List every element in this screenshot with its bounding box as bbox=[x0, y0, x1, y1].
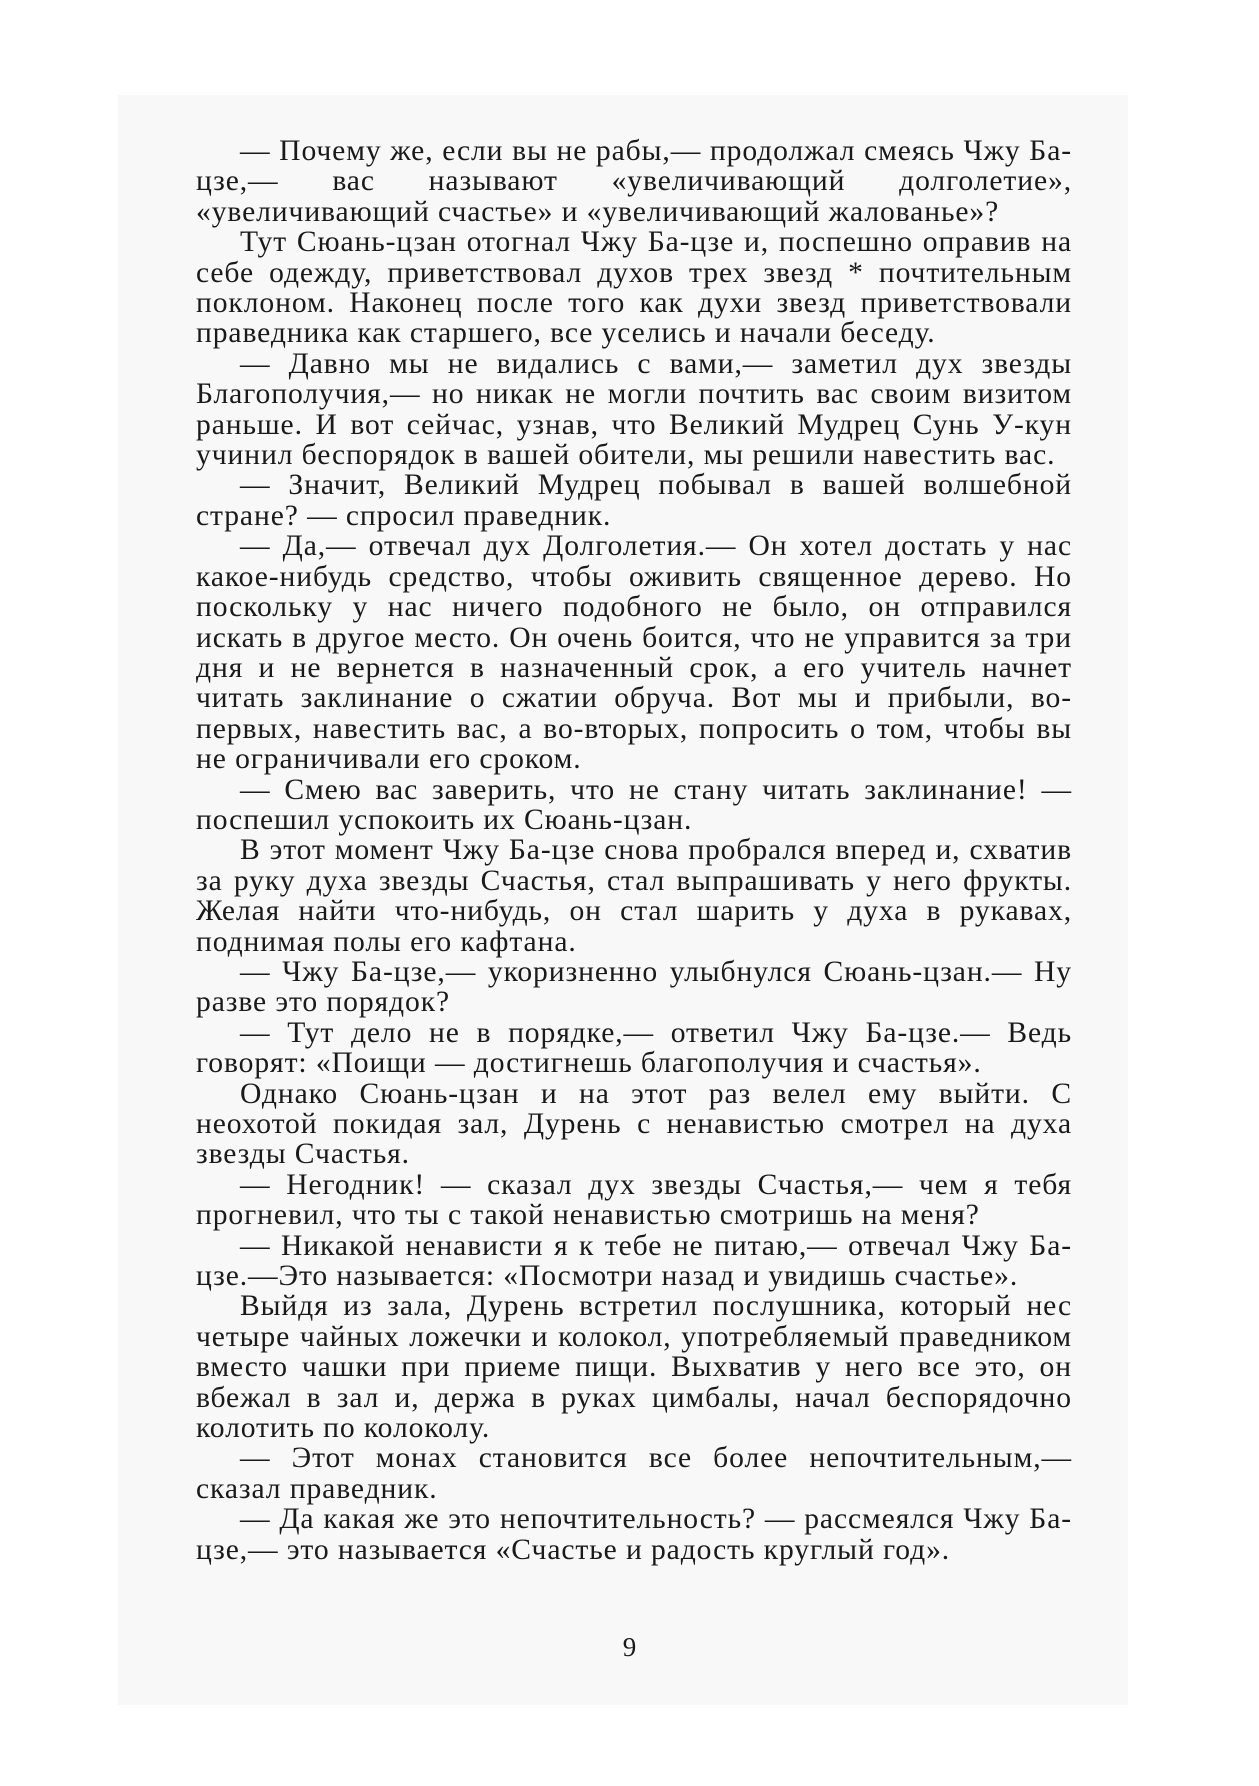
paragraph: — Значит, Великий Мудрец побывал в вашей волшебной стране? — спросил праведник. bbox=[196, 469, 1072, 532]
body-text bbox=[196, 136, 1072, 1565]
paragraph: Выйдя из зала, Дурень встретил послушника, который нес четыре чайных ложечки и колокол, употребляемый праведником вместо чашки при приеме пищи. Выхватив у него все это, он вбежал в зал и, держа в руках цимбалы, начал беспорядочно колотить по колоколу. bbox=[196, 1290, 1072, 1445]
paragraph: — Давно мы не видались с вами,— заметил дух звезды Благополучия,— но никак не могли почтить вас своим визитом раньше. И вот сейчас, узнав, что Великий Мудрец Сунь У-кун учинил беспорядок в вашей обители, мы решили навестить вас. bbox=[196, 347, 1072, 472]
paragraph: В этот момент Чжу Ба-цзе снова пробрался вперед и, схватив за руку духа звезды Счастья, стал выпрашивать у него фрукты. Желая найти что-нибудь, он стал шарить у духа в рукавах, поднимая полы его кафтана. bbox=[196, 834, 1072, 958]
paragraph: — Да какая же это непочтительность? — рассмеялся Чжу Ба-цзе,— это называется «Счастье и радость круглый год». bbox=[196, 1503, 1072, 1566]
paragraph: — Да,— отвечал дух Долголетия.— Он хотел достать у нас какое-нибудь средство, чтобы оживить священное дерево. Но поскольку у нас ничего подобного не было, он отправился искать в другое место. Он очень боится, что не управится за три дня и не вернется в назначенный срок, а его учитель начнет читать заклинание о сжатии обруча. Вот мы и прибыли, во-первых, навестить вас, а во-вторых, попросить о том, чтобы вы не ограничивали его сроком. bbox=[196, 530, 1072, 776]
paragraph: — Этот монах становится все более непочтительным,— сказал праведник. bbox=[196, 1442, 1072, 1505]
paragraph: — Тут дело не в порядке,— ответил Чжу Ба-цзе.— Ведь говорят: «Поищи — достигнешь благополучия и счастья». bbox=[196, 1016, 1072, 1080]
paragraph: — Смею вас заверить, что не стану читать заклинание! — поспешил успокоить их Сюань-цзан. bbox=[196, 773, 1072, 836]
paragraph: — Чжу Ба-цзе,— укоризненно улыбнулся Сюань-цзан.— Ну разве это порядок? bbox=[196, 955, 1072, 1019]
paragraph: — Никакой ненависти я к тебе не питаю,— отвечал Чжу Ба-цзе.—Это называется: «Посмотри назад и увидишь счастье». bbox=[196, 1229, 1072, 1293]
page-number: 9 bbox=[622, 1632, 637, 1662]
paragraph: Однако Сюань-цзан и на этот раз велел ему выйти. С неохотой покидая зал, Дурень с ненавистью смотрел на духа звезды Счастья. bbox=[196, 1077, 1072, 1171]
paragraph: — Негодник! — сказал дух звезды Счастья,— чем я тебя прогневил, что ты с такой ненавистью смотришь на меня? bbox=[196, 1168, 1072, 1232]
paragraph: Тут Сюань-цзан отогнал Чжу Ба-цзе и, поспешно оправив на себе одежду, приветствовал духов трех звезд * почтительным поклоном. Наконец после того как духи звезд приветствовали праведника как старшего, все уселись и начали беседу. bbox=[196, 226, 1072, 350]
paragraph: — Почему же, если вы не рабы,— продолжал смеясь Чжу Ба-цзе,— вас называют «увеличивающий долголетие», «увеличивающий счастье» и «увеличивающий жалованье»? bbox=[196, 135, 1072, 228]
